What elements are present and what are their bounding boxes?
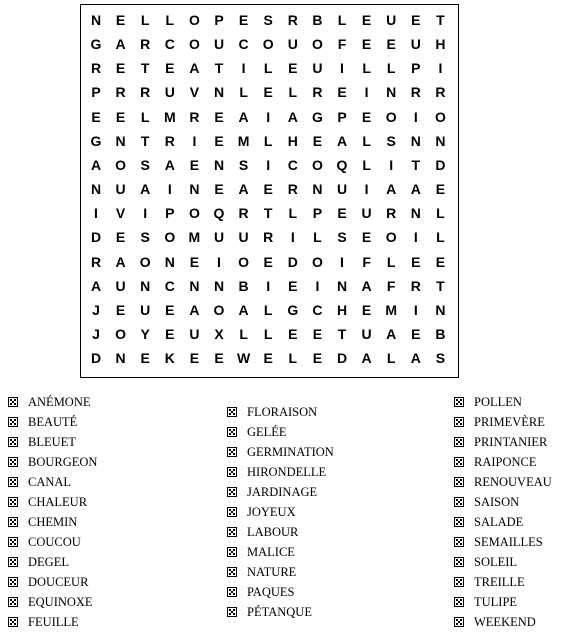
grid-letter: I [290, 229, 295, 246]
grid-letter: I [340, 253, 344, 270]
grid-letter: P [91, 84, 101, 101]
grid-letter: A [164, 156, 175, 173]
grid-letter: S [386, 132, 396, 149]
grid-letter: E [165, 60, 175, 77]
grid-letter: T [436, 12, 445, 28]
checkbox-bullet-icon [8, 477, 18, 487]
grid-letter: T [214, 60, 224, 77]
word-label: PÉTANQUE [247, 605, 312, 619]
grid-letter: I [413, 108, 418, 125]
word-label: CHALEUR [28, 495, 88, 509]
grid-letter: A [336, 132, 348, 149]
grid-letter: F [386, 277, 396, 294]
grid-letter: U [336, 181, 348, 198]
grid-letter: O [188, 205, 200, 222]
grid-letter: A [238, 301, 249, 318]
grid-letter: A [189, 301, 200, 318]
word-label: JARDINAGE [247, 485, 318, 499]
grid-letter: L [140, 108, 150, 125]
grid-letter: E [411, 12, 421, 28]
grid-letter: E [386, 36, 396, 53]
grid-letter: L [362, 60, 371, 77]
word-label: NATURE [247, 565, 297, 579]
checkbox-bullet-icon [227, 567, 237, 577]
grid-letter: U [238, 229, 249, 246]
grid-letter: N [213, 156, 225, 173]
checkbox-bullet-icon [454, 477, 464, 487]
grid-letter: A [140, 181, 151, 198]
grid-letter: G [311, 108, 323, 125]
checkbox-bullet-icon [8, 517, 18, 527]
grid-letter: E [263, 253, 273, 270]
grid-letter: A [238, 181, 249, 198]
grid-letter: I [143, 205, 148, 222]
grid-letter: A [189, 60, 200, 77]
grid-letter: D [90, 229, 102, 246]
grid-letter: Y [140, 325, 150, 342]
grid-letter: R [140, 84, 151, 101]
grid-letter: B [435, 325, 446, 342]
grid-letter: A [386, 181, 397, 198]
grid-letter: P [312, 205, 323, 222]
grid-letter: E [165, 325, 175, 342]
grid-letter: L [288, 350, 298, 367]
checkbox-bullet-icon [227, 427, 237, 437]
word-label: POLLEN [474, 395, 522, 409]
word-label: SALADE [474, 515, 524, 529]
grid-letter: O [238, 253, 250, 270]
grid-letter: U [189, 325, 200, 342]
grid-letter: G [90, 36, 102, 53]
grid-letter: O [115, 156, 127, 173]
grid-letter: U [140, 301, 151, 318]
grid-letter: E [361, 301, 372, 318]
grid-letter: A [238, 108, 249, 125]
grid-letter: I [438, 60, 443, 77]
grid-letter: H [435, 36, 446, 53]
word-label: CHEMIN [28, 515, 78, 529]
grid-letter: C [287, 156, 298, 173]
grid-letter: E [337, 84, 347, 101]
grid-letter: O [311, 253, 323, 270]
grid-letter: A [361, 350, 372, 367]
grid-letter: T [436, 277, 445, 294]
grid-letter: O [385, 108, 397, 125]
grid-letter: N [312, 181, 323, 198]
grid-letter: R [386, 205, 397, 222]
grid-letter: E [115, 60, 126, 77]
checkbox-bullet-icon [8, 577, 18, 587]
grid-letter: R [312, 84, 323, 101]
checkbox-bullet-icon [454, 517, 464, 527]
checkbox-bullet-icon [227, 587, 237, 597]
checkbox-bullet-icon [8, 537, 18, 547]
grid-letter: G [90, 132, 102, 149]
grid-letter: E [361, 36, 372, 53]
grid-letter: E [361, 108, 372, 125]
grid-letter: O [164, 229, 176, 246]
word-label: ANÉMONE [28, 395, 91, 409]
grid-letter: N [140, 277, 151, 294]
checkbox-bullet-icon [8, 437, 18, 447]
checkbox-bullet-icon [8, 597, 18, 607]
grid-letter: R [164, 132, 175, 149]
grid-letter: G [287, 301, 299, 318]
grid-letter: E [263, 350, 273, 367]
word-label: BLEUET [28, 435, 76, 449]
grid-letter: C [238, 36, 249, 53]
grid-letter: U [312, 60, 323, 77]
checkbox-bullet-icon [227, 467, 237, 477]
grid-letter: R [115, 84, 126, 101]
grid-letter: E [288, 277, 298, 294]
checkbox-bullet-icon [454, 537, 464, 547]
word-label: COUCOU [28, 535, 81, 549]
grid-letter: R [410, 277, 421, 294]
grid-letter: S [238, 156, 249, 173]
checkbox-bullet-icon [454, 597, 464, 607]
grid-letter: L [386, 350, 396, 367]
grid-letter: N [90, 181, 102, 198]
word-label: JOYEUX [247, 505, 296, 519]
grid-letter: L [288, 84, 298, 101]
checkbox-bullet-icon [454, 557, 464, 567]
checkbox-bullet-icon [454, 577, 464, 587]
grid-letter: O [311, 156, 323, 173]
word-search-grid [80, 4, 459, 378]
grid-letter: E [189, 253, 200, 270]
word-label: PRIMEVÈRE [474, 415, 545, 429]
grid-letter: S [337, 229, 347, 246]
grid-letter: O [385, 229, 397, 246]
grid-letter: E [411, 325, 421, 342]
grid-letter: O [262, 36, 274, 53]
grid-letter: E [288, 325, 298, 342]
grid-letter: N [435, 301, 446, 318]
checkbox-bullet-icon [8, 497, 18, 507]
grid-letter: X [214, 325, 224, 342]
grid-letter: O [188, 12, 200, 28]
grid-letter: E [263, 181, 273, 198]
grid-letter: D [287, 253, 298, 270]
grid-letter: H [287, 132, 298, 149]
grid-letter: I [413, 229, 418, 246]
grid-letter: I [389, 156, 394, 173]
grid-letter: A [410, 350, 421, 367]
grid-letter: L [337, 12, 347, 28]
grid-letter: I [192, 132, 197, 149]
grid-letter: L [140, 12, 150, 28]
grid-letter: C [164, 277, 175, 294]
grid-letter: L [263, 60, 273, 77]
grid-letter: T [411, 156, 421, 173]
grid-letter: E [214, 108, 224, 125]
grid-letter: U [115, 277, 126, 294]
word-label: BOURGEON [28, 455, 98, 469]
grid-letter: C [312, 301, 323, 318]
grid-letter: E [214, 132, 224, 149]
grid-letter: L [239, 325, 248, 342]
grid-letter: L [288, 205, 298, 222]
grid-letter: R [90, 253, 102, 270]
grid-letter: Q [213, 205, 225, 222]
grid-letter: M [237, 132, 250, 149]
grid-letter: R [410, 84, 421, 101]
checkbox-bullet-icon [454, 617, 464, 627]
grid-letter: I [266, 156, 271, 173]
grid-letter: E [263, 84, 273, 101]
checkbox-bullet-icon [8, 617, 18, 627]
grid-letter: N [386, 84, 397, 101]
grid-letter: M [385, 301, 398, 318]
grid-letter: I [94, 205, 98, 222]
checkbox-bullet-icon [8, 397, 18, 407]
grid-letter: D [90, 350, 102, 367]
grid-letter: R [263, 229, 274, 246]
grid-letter: M [163, 108, 176, 125]
grid-letter: F [362, 253, 371, 270]
word-label: RENOUVEAU [474, 475, 552, 489]
grid-letter: T [337, 325, 347, 342]
grid-letter: P [411, 60, 421, 77]
grid-letter: O [434, 108, 446, 125]
grid-letter: N [189, 181, 200, 198]
grid-letter: L [436, 205, 445, 222]
grid-letter: O [213, 301, 225, 318]
grid-letter: N [189, 277, 200, 294]
grid-letter: N [213, 84, 225, 101]
grid-letter: I [266, 108, 271, 125]
grid-letter: U [213, 36, 225, 53]
word-label: PAQUES [247, 585, 295, 599]
grid-letter: V [115, 205, 126, 222]
grid-letter: E [214, 350, 224, 367]
grid-letter: V [189, 84, 200, 101]
word-label: WEEKEND [474, 615, 536, 629]
grid-letter: E [337, 205, 347, 222]
grid-letter: I [241, 60, 246, 77]
grid-letter: U [361, 325, 372, 342]
grid-letter: A [115, 36, 126, 53]
grid-letter: P [214, 12, 224, 28]
word-label: FLORAISON [247, 405, 318, 419]
grid-letter: T [140, 60, 150, 77]
grid-letter: B [312, 12, 323, 28]
grid-letter: O [188, 36, 200, 53]
grid-letter: E [435, 253, 446, 270]
grid-letter: O [139, 253, 151, 270]
grid-letter: L [239, 84, 248, 101]
grid-letter: E [411, 253, 421, 270]
grid-letter: I [266, 277, 271, 294]
grid-letter: E [115, 12, 126, 28]
grid-letter: A [90, 277, 102, 294]
grid-letter: I [364, 181, 369, 198]
grid-letter: R [140, 36, 151, 53]
checkbox-bullet-icon [227, 507, 237, 517]
grid-letter: E [312, 350, 323, 367]
grid-letter: L [263, 132, 273, 149]
word-label: SAISON [474, 495, 520, 509]
checkbox-bullet-icon [8, 457, 18, 467]
grid-letter: L [263, 301, 273, 318]
grid-letter: E [361, 12, 372, 28]
grid-letter: K [164, 350, 175, 367]
grid-letter: S [263, 12, 273, 28]
checkbox-bullet-icon [227, 407, 237, 417]
checkbox-bullet-icon [8, 417, 18, 427]
grid-letter: E [140, 350, 150, 367]
grid-letter: R [287, 181, 298, 198]
grid-letter: E [435, 181, 446, 198]
grid-letter: R [435, 84, 446, 101]
grid-letter: L [263, 325, 273, 342]
checkbox-bullet-icon [227, 487, 237, 497]
grid-letter: E [91, 108, 101, 125]
word-label: BEAUTÉ [28, 415, 78, 429]
grid-letter: E [189, 156, 200, 173]
grid-letter: E [312, 132, 323, 149]
grid-letter: N [435, 132, 446, 149]
grid-letter: E [312, 325, 323, 342]
checkbox-bullet-icon [454, 437, 464, 447]
grid-letter: D [336, 350, 348, 367]
grid-letter: N [410, 205, 421, 222]
grid-letter: R [287, 12, 298, 28]
word-label: MALICE [247, 545, 295, 559]
grid-letter: H [336, 301, 348, 318]
grid-letter: T [263, 205, 273, 222]
grid-letter: J [92, 301, 100, 318]
grid-letter: N [410, 132, 421, 149]
word-label: LABOUR [247, 525, 299, 539]
grid-letter: I [340, 60, 344, 77]
grid-letter: U [164, 84, 175, 101]
grid-letter: L [362, 156, 371, 173]
grid-letter: N [336, 277, 348, 294]
grid-letter: J [92, 325, 100, 342]
grid-letter: R [189, 108, 200, 125]
grid-letter: S [140, 229, 150, 246]
grid-letter: E [361, 229, 372, 246]
grid-letter: N [90, 12, 102, 28]
grid-letter: E [288, 60, 298, 77]
grid-letter: U [410, 36, 421, 53]
grid-letter: C [164, 36, 175, 53]
grid-letter: E [115, 108, 126, 125]
grid-letter: O [311, 36, 323, 53]
grid-letter: E [214, 181, 224, 198]
checkbox-bullet-icon [454, 457, 464, 467]
word-label: TREILLE [474, 575, 525, 589]
grid-letter: A [361, 277, 372, 294]
word-label: DOUCEUR [28, 575, 89, 589]
grid-letter: S [140, 156, 150, 173]
grid-letter: I [364, 84, 369, 101]
word-label: SEMAILLES [474, 535, 543, 549]
grid-letter: D [435, 156, 446, 173]
grid-letter: F [337, 36, 347, 53]
word-label: SOLEIL [474, 555, 518, 569]
grid-letter: I [167, 181, 172, 198]
grid-letter: U [386, 12, 397, 28]
grid-letter: E [238, 12, 249, 28]
word-label: CANAL [28, 475, 72, 489]
word-label: TULIPE [474, 595, 518, 609]
grid-letter: E [165, 301, 175, 318]
grid-letter: O [115, 325, 127, 342]
grid-letter: M [188, 229, 201, 246]
grid-letter: L [165, 12, 175, 28]
checkbox-bullet-icon [227, 527, 237, 537]
grid-letter: N [115, 132, 126, 149]
grid-letter: P [337, 108, 347, 125]
checkbox-bullet-icon [8, 557, 18, 567]
grid-letter: I [413, 301, 418, 318]
checkbox-bullet-icon [454, 497, 464, 507]
grid-letter: N [164, 253, 175, 270]
grid-letter: B [238, 277, 249, 294]
grid-letter: I [217, 253, 221, 270]
grid-letter: S [435, 350, 446, 367]
grid-letter: T [140, 132, 150, 149]
grid-letter: R [238, 205, 249, 222]
grid-letter: U [287, 36, 298, 53]
grid-letter: A [287, 108, 298, 125]
grid-letter: N [213, 277, 225, 294]
word-label: FEUILLE [28, 615, 79, 629]
grid-letter: L [313, 229, 322, 246]
grid-letter: U [213, 229, 225, 246]
word-label: GERMINATION [247, 445, 334, 459]
checkbox-bullet-icon [454, 417, 464, 427]
grid-letter: N [115, 350, 126, 367]
grid-letter: U [115, 181, 126, 198]
grid-letter: R [90, 60, 102, 77]
word-label: DEGEL [28, 555, 69, 569]
checkbox-bullet-icon [227, 607, 237, 617]
grid-letter: A [386, 325, 397, 342]
grid-letter: A [115, 253, 126, 270]
grid-letter: Q [336, 156, 348, 173]
grid-letter: L [436, 229, 445, 246]
grid-letter: A [90, 156, 102, 173]
checkbox-bullet-icon [227, 447, 237, 457]
grid-letter: L [386, 253, 396, 270]
checkbox-bullet-icon [454, 397, 464, 407]
word-label: HIRONDELLE [247, 465, 327, 479]
grid-letter: W [236, 350, 251, 367]
checkbox-bullet-icon [227, 547, 237, 557]
word-label: RAIPONCE [474, 455, 537, 469]
grid-letter: U [361, 205, 372, 222]
word-label: EQUINOXE [28, 595, 93, 609]
grid-letter: E [115, 301, 126, 318]
word-label: GELÉE [247, 425, 287, 439]
grid-letter: A [410, 181, 421, 198]
word-label: PRINTANIER [474, 435, 548, 449]
grid-letter: I [315, 277, 320, 294]
grid-letter: L [362, 132, 371, 149]
grid-letter: P [165, 205, 175, 222]
grid-letter: E [189, 350, 200, 367]
grid-letter: L [386, 60, 396, 77]
grid-letter: E [115, 229, 126, 246]
